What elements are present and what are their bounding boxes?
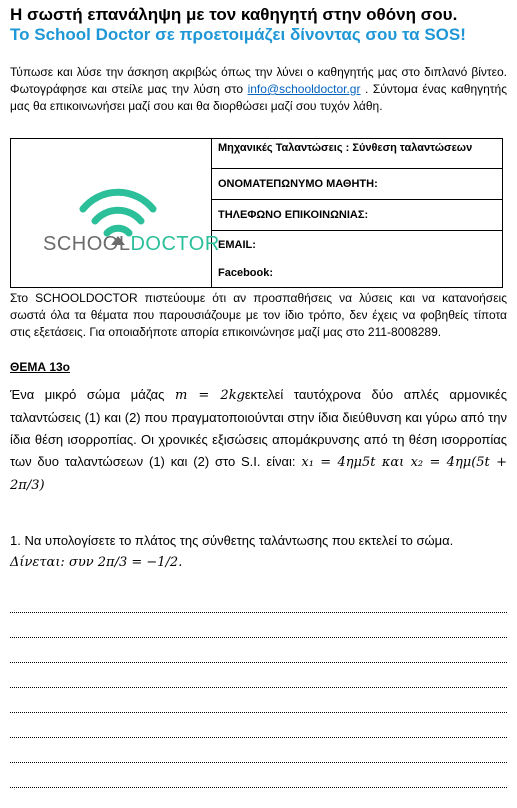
phone-field[interactable]: ΤΗΛΕΦΩΝΟ ΕΠΙΚΟΙΝΩΝΙΑΣ: (212, 200, 502, 231)
mass-formula: m = 2kg (174, 388, 245, 403)
problem-text-2: εκτελεί ταυτόχρονα δύο απλές αρμονικές ταλαντώσεις (1) και (2) που πραγματοποιούνται στην ίδια διεύθυνση και γύρω από την ίδια θέση ισορροπίας. Οι χρονικές εξισώσεις απομάκρυνσης από τη θέση ισορροπίας των δυο ταλαντώσεων (1) και (2) στο S.I. είναι: (10, 387, 507, 469)
facebook-label: Facebook: (218, 267, 274, 279)
question-text: 1. Να υπολογίσετε το πλάτος της σύνθετης ταλάντωσης που εκτελεί το σώμα. (10, 533, 454, 548)
equations-formula: x₁ = 4ημ5t και x₂ = 4ημ(5t + 2π/3) (10, 455, 507, 493)
question-block (10, 530, 507, 574)
intro-paragraph (10, 64, 507, 115)
header-line-1: Η σωστή επανάληψη με τον καθηγητή στην οθόνη σου. (10, 5, 458, 24)
topic-field: Μηχανικές Ταλαντώσεις : Σύνθεση ταλαντώσεων (212, 139, 502, 169)
answer-line[interactable] (10, 712, 507, 713)
logo-part-doctor: DOCTOR (130, 233, 220, 255)
email-link[interactable]: info@schooldoctor.gr (247, 82, 361, 96)
email-facebook-field[interactable] (212, 231, 502, 287)
header-line-2: Το School Doctor σε προετοιμάζει δίνοντας σου τα SOS! (10, 25, 466, 44)
intro-text-after: . Σύντομα ένας καθηγητής μας θα επικοινωνήσει μαζί σου και θα διορθώσει μαζί σου τυχόν λάθη. (10, 82, 507, 113)
given-formula: Δίνεται: συν 2π/3 = −1/2. (10, 555, 183, 570)
student-info-table (10, 138, 503, 288)
answer-line[interactable] (10, 612, 507, 613)
answer-line[interactable] (10, 662, 507, 663)
answer-line[interactable] (10, 787, 507, 788)
logo-part-school: SCHOOL (43, 233, 131, 255)
email-label: EMAIL: (218, 239, 256, 251)
logo-cell (11, 139, 220, 287)
theme-title: ΘΕΜΑ 13ο (10, 360, 71, 374)
answer-line[interactable] (10, 762, 507, 763)
logo-wordmark (43, 233, 220, 256)
intro-text-before: Τύπωσε και λύσε την άσκηση ακριβώς όπως την λύνει ο καθηγητής μας στο διπλανό βίντεο. Φωτογράφησε και στείλε μας την λύση στο (10, 65, 507, 96)
name-field[interactable]: ΟΝΟΜΑΤΕΠΩΝΥΜΟ ΜΑΘΗΤΗ: (212, 169, 502, 200)
disclaimer-paragraph: Στο SCHOOLDOCTOR πιστεύουμε ότι αν προσπαθήσεις να λύσεις και να κατανοήσεις σωστά όλα τα θέματα που παρουσιάζουμε με τον ίδιο τρόπο, δεν έχεις να φοβηθείς τίποτα στις εξετάσεις. Για οποιαδήποτε απορία επικοινώνησε μαζί μας στο 211-8008289. (10, 291, 507, 339)
answer-line[interactable] (10, 637, 507, 638)
answer-line[interactable] (10, 737, 507, 738)
problem-statement (10, 384, 507, 497)
answer-line[interactable] (10, 687, 507, 688)
problem-text-1: Ένα μικρό σώμα μάζας (10, 387, 175, 402)
form-fields (212, 139, 502, 287)
